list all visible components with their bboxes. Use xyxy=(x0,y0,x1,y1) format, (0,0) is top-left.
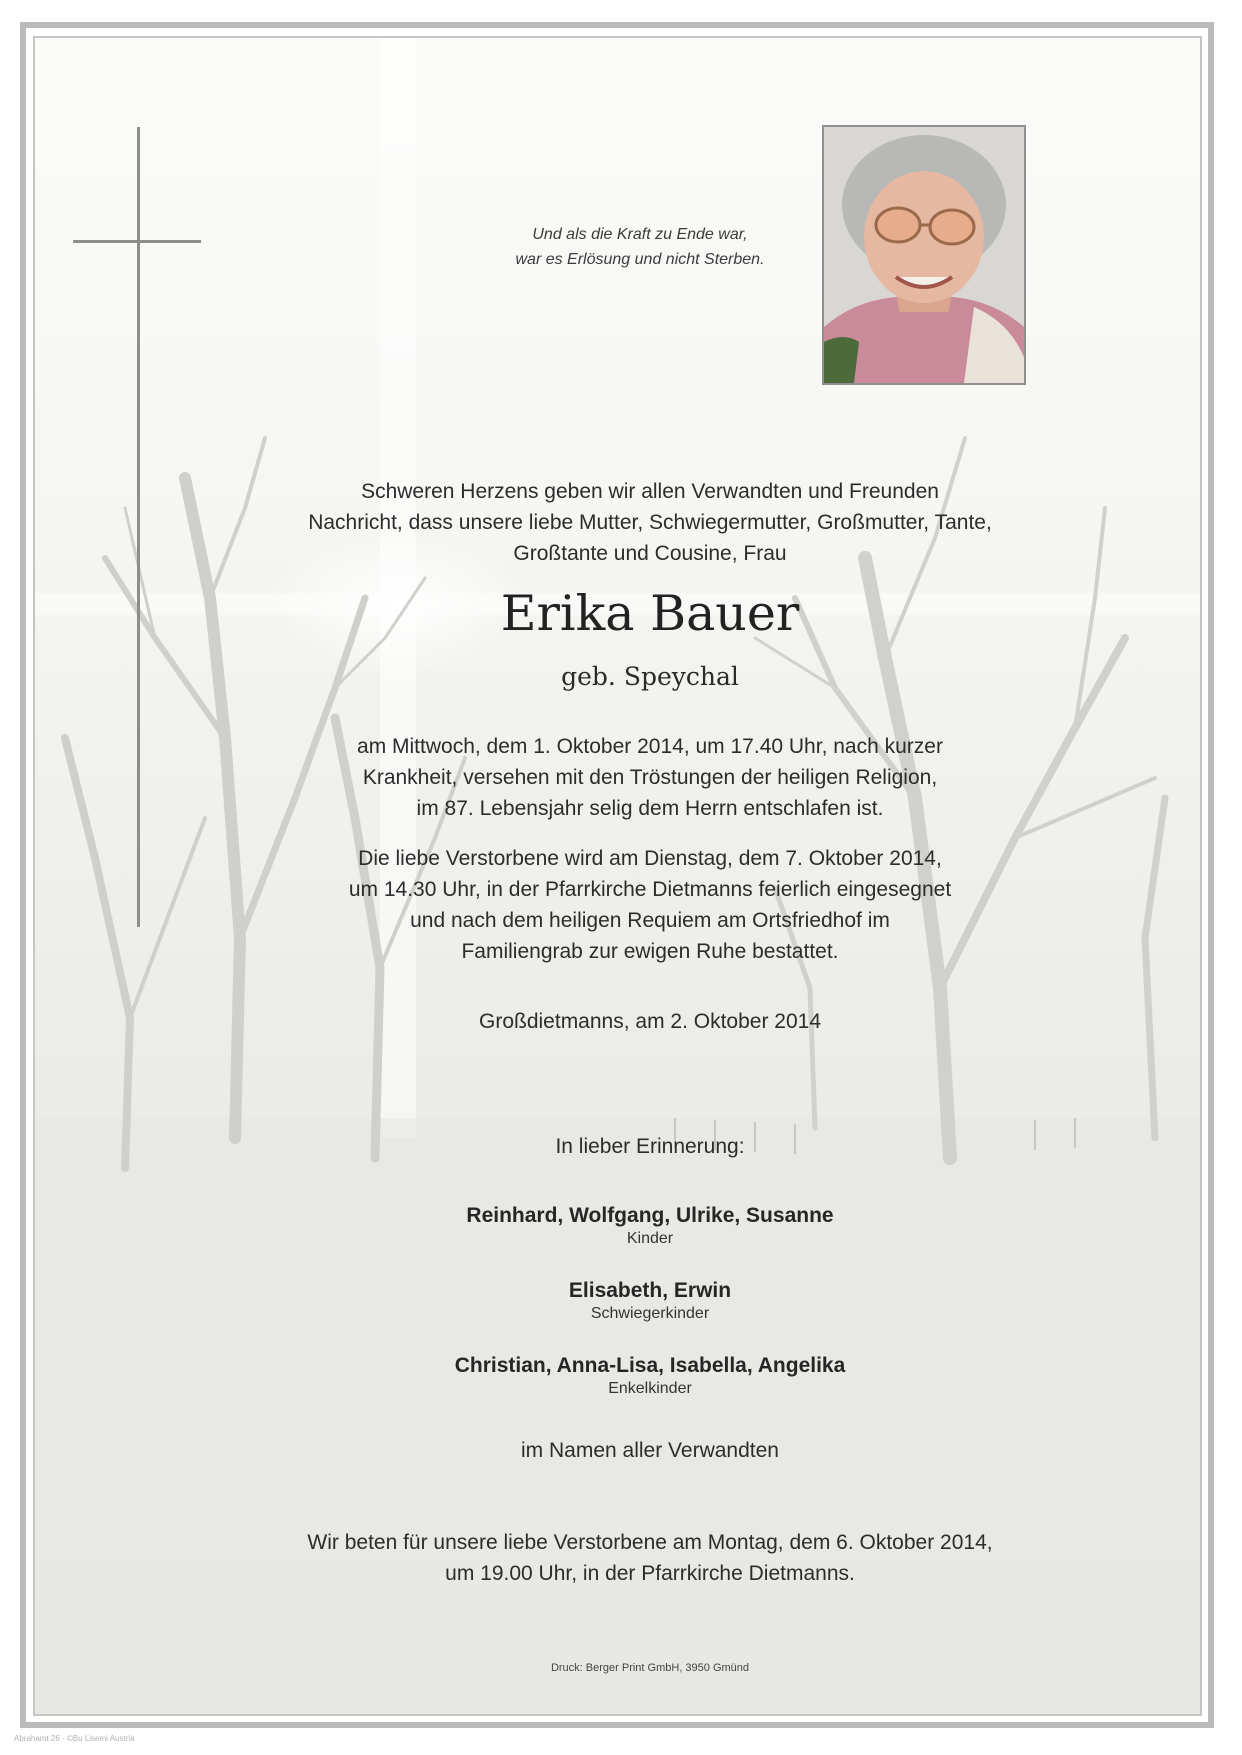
death-notice-line: am Mittwoch, dem 1. Oktober 2014, um 17.40 Uhr, nach kurzer xyxy=(357,735,943,758)
funeral-line: Die liebe Verstorbene wird am Dienstag, dem 7. Oktober 2014, xyxy=(358,847,942,870)
intro-line: Nachricht, dass unsere liebe Mutter, Schwiegermutter, Großmutter, Tante, xyxy=(308,511,992,534)
family-group-in-laws xyxy=(220,1278,1080,1324)
family-group-children xyxy=(220,1203,1080,1249)
funeral-details xyxy=(220,843,1080,967)
family-role: Kinder xyxy=(626,1230,674,1247)
funeral-line: um 14.30 Uhr, in der Pfarrkirche Dietmanns feierlich eingesegnet xyxy=(348,878,952,901)
family-group-grandchildren xyxy=(220,1353,1080,1399)
funeral-line: und nach dem heiligen Requiem am Ortsfriedhof im xyxy=(410,909,890,932)
deceased-name: Erika Bauer xyxy=(500,585,800,642)
family-role: Schwiegerkinder xyxy=(590,1305,710,1322)
prayer-line: Wir beten für unsere liebe Verstorbene am Montag, dem 6. Oktober 2014, xyxy=(307,1531,993,1554)
printer-credit: Druck: Berger Print GmbH, 3950 Gmünd xyxy=(550,1662,750,1674)
motto xyxy=(440,222,840,272)
intro-line: Schweren Herzens geben wir allen Verwandten und Freunden xyxy=(361,480,939,503)
intro-line: Großtante und Cousine, Frau xyxy=(513,542,787,565)
intro-paragraph xyxy=(220,476,1080,569)
edge-mark: Abrahamt 26 · ©Bu Lisemi Austria xyxy=(14,1734,135,1743)
remembrance-heading: In lieber Erinnerung: xyxy=(555,1135,745,1158)
motto-line: war es Erlösung und nicht Sterben. xyxy=(515,251,765,268)
cross-icon xyxy=(137,127,140,927)
death-notice xyxy=(220,731,1080,824)
death-notice-line: Krankheit, versehen mit den Tröstungen der heiligen Religion, xyxy=(362,766,938,789)
maiden-name: geb. Speychal xyxy=(561,662,739,691)
family-names: Christian, Anna-Lisa, Isabella, Angelika xyxy=(454,1354,846,1377)
prayer-line: um 19.00 Uhr, in der Pfarrkirche Dietmanns. xyxy=(445,1562,855,1585)
death-notice-line: im 87. Lebensjahr selig dem Herrn entschlafen ist. xyxy=(416,797,884,820)
family-names: Reinhard, Wolfgang, Ulrike, Susanne xyxy=(466,1204,834,1227)
portrait-photo xyxy=(822,125,1026,385)
prayer-notice xyxy=(220,1527,1080,1589)
family-names: Elisabeth, Erwin xyxy=(568,1279,732,1302)
funeral-line: Familiengrab zur ewigen Ruhe bestattet. xyxy=(461,940,839,963)
family-role: Enkelkinder xyxy=(608,1380,692,1397)
on-behalf-line: im Namen aller Verwandten xyxy=(521,1439,779,1462)
cross-bar xyxy=(73,240,201,243)
motto-line: Und als die Kraft zu Ende war, xyxy=(532,226,748,243)
place-date: Großdietmanns, am 2. Oktober 2014 xyxy=(479,1010,821,1033)
